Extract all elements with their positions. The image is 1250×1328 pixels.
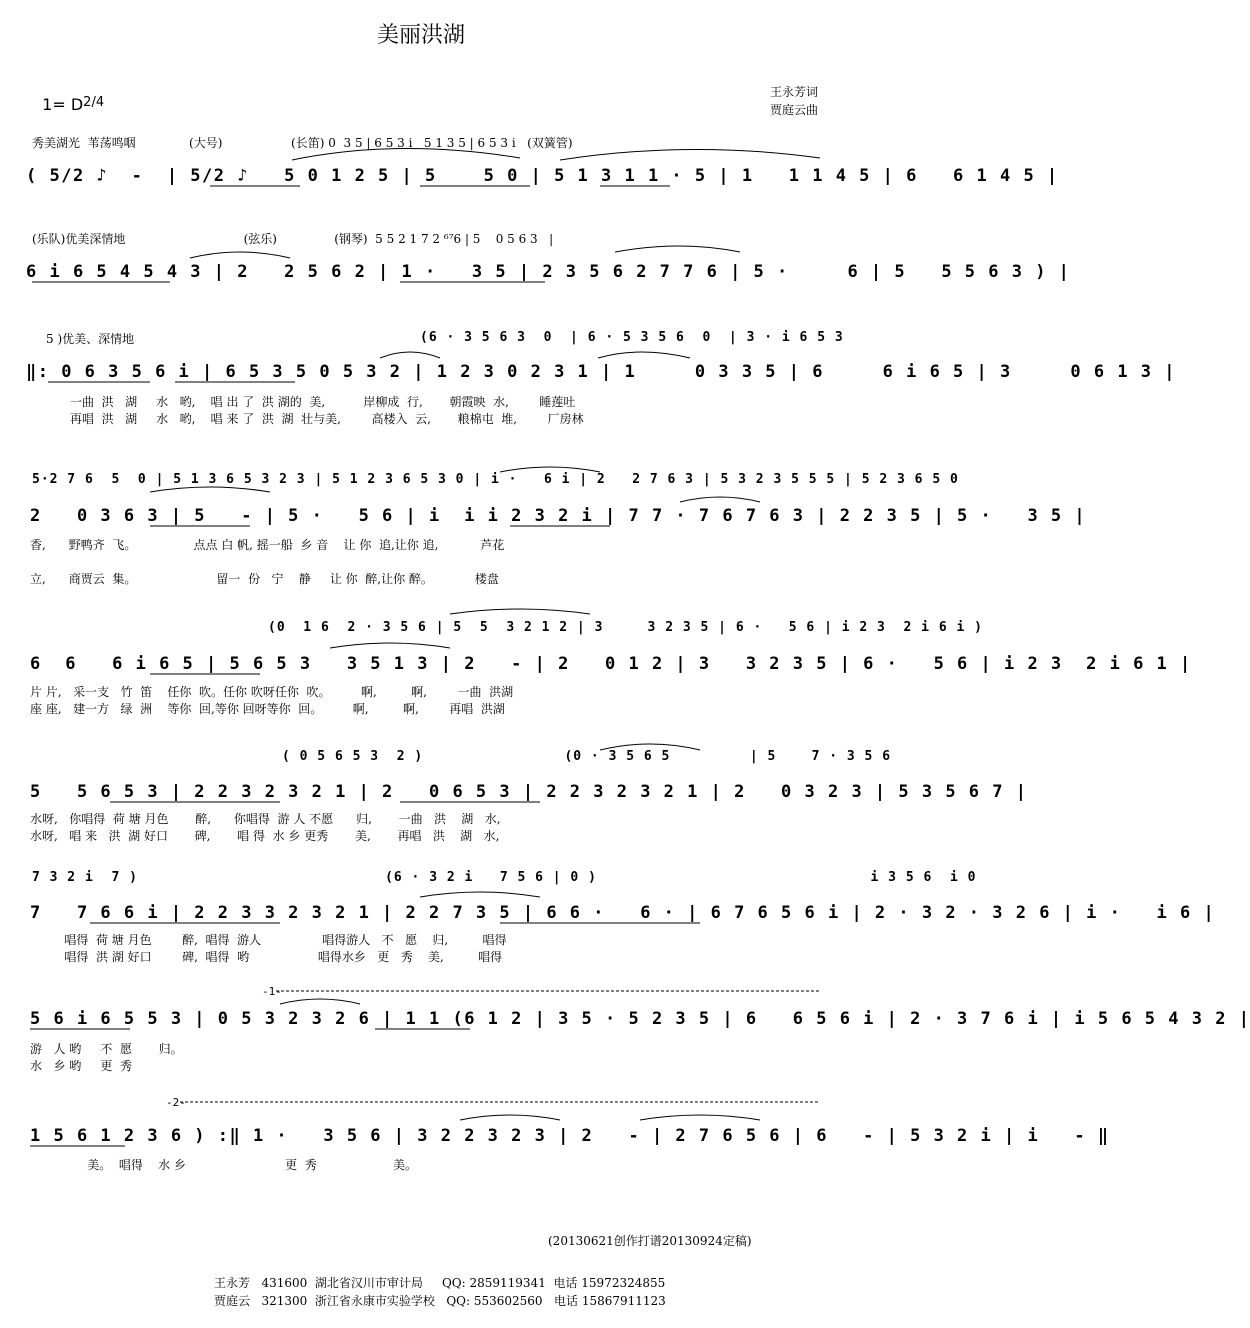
slur — [292, 148, 520, 160]
system-6-notes: 5 5 6 5 3 | 2 2 3 2 3 2 1 | 2 0 6 5 3 | 2 2 3 2 3 2 1 | 2 0 3 2 3 | 5 3 5 6 7 | — [30, 782, 1028, 802]
system-6-lyrics-verse-2: 水呀, 唱 来 洪 湖 好口 碑, 唱 得 水 乡 更秀 美, 再唱 洪 湖 水, — [30, 829, 500, 843]
slur — [500, 467, 600, 472]
time-signature: 2/4 — [83, 95, 105, 110]
system-4-notes: 2 0 3 6 3 | 5 - | 5 · 5 6 | i i i 2 3 2 i | 7 7 · 7 6 7 6 3 | 2 2 3 5 | 5 · 3 5 | — [30, 506, 1087, 526]
system-8-lyrics-verse-2: 水 乡 哟 更 秀 — [30, 1059, 132, 1073]
slur — [450, 609, 590, 614]
system-4-lyrics-verse-1: 香, 野鸭齐 飞。 点点 白 帆, 摇一船 乡 音 让 你 追,让你 追, 芦花 — [30, 538, 505, 552]
system-7-notes: 7 7 6 6 i | 2 2 3 3 2 3 2 1 | 2 2 7 3 5 | 6 6 · 6 · | 6 7 6 5 6 i | 2 · 3 2 · 3 2 6 | i · i 6 | — [30, 903, 1216, 923]
slur — [150, 487, 270, 492]
system-8-notes: 5 6 i 6 5 5 3 | 0 5 3 2 3 2 6 | 1 1 (6 1 2 | 3 5 · 5 2 3 5 | 6 6 5 6 i | 2 · 3 7 6 i | i 5 6 5 4 3 2 | — [30, 1009, 1250, 1029]
system-2-directions: (乐队)优美深情地 (弦乐) (钢琴) 5 5 2 1 7 2 ⁶⁷6 | 5 0 5 6 3 | — [32, 232, 554, 246]
first-ending-marker: -1- — [262, 985, 282, 998]
system-5-lyrics-verse-1: 片 片, 采一支 竹 笛 任你 吹。任你 吹呀任你 吹。 啊, 啊, 一曲 洪湖 — [30, 685, 514, 699]
slur — [420, 892, 540, 897]
system-7-lyrics-verse-1: 唱得 荷 塘 月色 醉, 唱得 游人 唱得游人 不 愿 归, 唱得 — [30, 933, 507, 947]
system-5-notes: 6 6 6 i 6 5 | 5 6 5 3 3 5 1 3 | 2 - | 2 0 1 2 | 3 3 2 3 5 | 6 · 5 6 | i 2 3 2 i 6 1 | — [30, 654, 1192, 674]
slur — [680, 497, 760, 502]
system-1-notes: ( 5/2 ♪ - | 5/2 ♪ 5 0 1 2 5 | 5 5 0 | 5 1 3 1 1 · 5 | 1 1 1 4 5 | 6 6 1 4 5 | — [26, 166, 1059, 186]
slur — [615, 246, 740, 252]
second-ending-marker: -2- — [166, 1096, 186, 1109]
system-3-notes: ‖: 0 6 3 5 6 i | 6 5 3 5 0 5 3 2 | 1 2 3 0 2 3 1 | 1 0 3 3 5 | 6 6 i 6 5 | 3 0 6 1 3 | — [26, 362, 1177, 382]
lyricist-credit: 王永芳词 — [769, 85, 818, 99]
slur — [460, 1115, 560, 1120]
system-9-lyrics: 美。 唱得 水 乡 更 秀 美。 — [30, 1158, 418, 1172]
slur — [560, 149, 820, 160]
system-7-ornament-line: 7 3 2 i 7 ) (6 · 3 2 i 7 5 6 | 0 ) i 3 5 6 i 0 — [32, 870, 977, 885]
system-7-lyrics-verse-2: 唱得 洪 湖 好口 碑, 唱得 哟 唱得水乡 更 秀 美, 唱得 — [30, 950, 503, 964]
song-title: 美丽洪湖 — [376, 23, 465, 48]
date-note: (20130621创作打谱20130924定稿) — [548, 1234, 752, 1248]
slur — [600, 744, 700, 750]
system-1-directions: 秀美湖光 苇荡鸣咽 (大号) (长笛) 0 3 5 | 6 5 3 i 5 1 3 5 | 6 5 3 i (双簧管) — [32, 136, 573, 150]
slur — [280, 999, 360, 1004]
system-5-lyrics-verse-2: 座 座, 建一方 绿 洲 等你 回,等你 回呀等你 回。 啊, 啊, 再唱 洪湖 — [30, 702, 505, 716]
slur — [640, 1115, 760, 1120]
slur — [380, 352, 440, 358]
system-4-lyrics-verse-2: 立, 商贾云 集。 留一 份 宁 静 让 你 醉,让你 醉。 楼盘 — [30, 572, 499, 586]
author-info-2: 贾庭云 321300 浙江省永康市实验学校 QQ: 553602560 电话 15867911123 — [214, 1294, 666, 1308]
author-info-1: 王永芳 431600 湖北省汉川市审计局 QQ: 2859119341 电话 15972324855 — [214, 1276, 666, 1290]
slur — [190, 252, 290, 258]
system-6-lyrics-verse-1: 水呀, 你唱得 荷 塘 月色 醉, 你唱得 游 人 不愿 归, 一曲 洪 湖 水, — [30, 812, 501, 826]
system-2-notes: 6 i 6 5 4 5 4 3 | 2 2 5 6 2 | 1 · 3 5 | 2 3 5 6 2 7 7 6 | 5 · 6 | 5 5 5 6 3 ) | — [26, 262, 1071, 282]
system-6-ornament-line: ( 0 5 6 5 3 2 ) (0 · 3 5 6 5 | 5 7 · 3 5 6 — [282, 749, 892, 764]
system-3-lyrics-verse-2: 再唱 洪 湖 水 哟, 唱 来 了 洪 湖 壮与美, 高楼入 云, 粮棉屯 堆, 厂房林 — [70, 412, 584, 426]
system-4-ornament-line: 5·2 7 6 5 0 | 5 1 3 6 5 3 2 3 | 5 1 2 3 6 5 3 0 | i · 6 i | 2 2 7 6 3 | 5 3 2 3 5 5 5 | 5 2 3 6 5 0 — [32, 472, 959, 487]
slur — [598, 352, 690, 358]
key-label: 1= D — [42, 95, 84, 114]
system-3-directions: 5 )优美、深情地 — [46, 332, 135, 346]
system-3-ornament-line: (6 · 3 5 6 3 0 | 6 · 5 3 5 6 0 | 3 · i 6 5 3 — [420, 330, 844, 345]
system-5-ornament-line: (0 1 6 2 · 3 5 6 | 5 5 3 2 1 2 | 3 3 2 3 5 | 6 · 5 6 | i 2 3 2 i 6 i ) — [268, 620, 983, 635]
slur — [330, 643, 450, 648]
system-8-lyrics-verse-1: 游 人 哟 不 愿 归。 — [30, 1042, 183, 1056]
system-3-lyrics-verse-1: 一曲 洪 湖 水 哟, 唱 出 了 洪 湖的 美, 岸柳成 行, 朝霞映 水, 睡莲吐 — [70, 395, 576, 409]
system-9-notes: 1 5 6 1 2 3 6 ) :‖ 1 · 3 5 6 | 3 2 2 3 2 3 | 2 - | 2 7 6 5 6 | 6 - | 5 3 2 i | i - ‖ — [30, 1126, 1110, 1146]
composer-credit: 贾庭云曲 — [769, 103, 818, 117]
